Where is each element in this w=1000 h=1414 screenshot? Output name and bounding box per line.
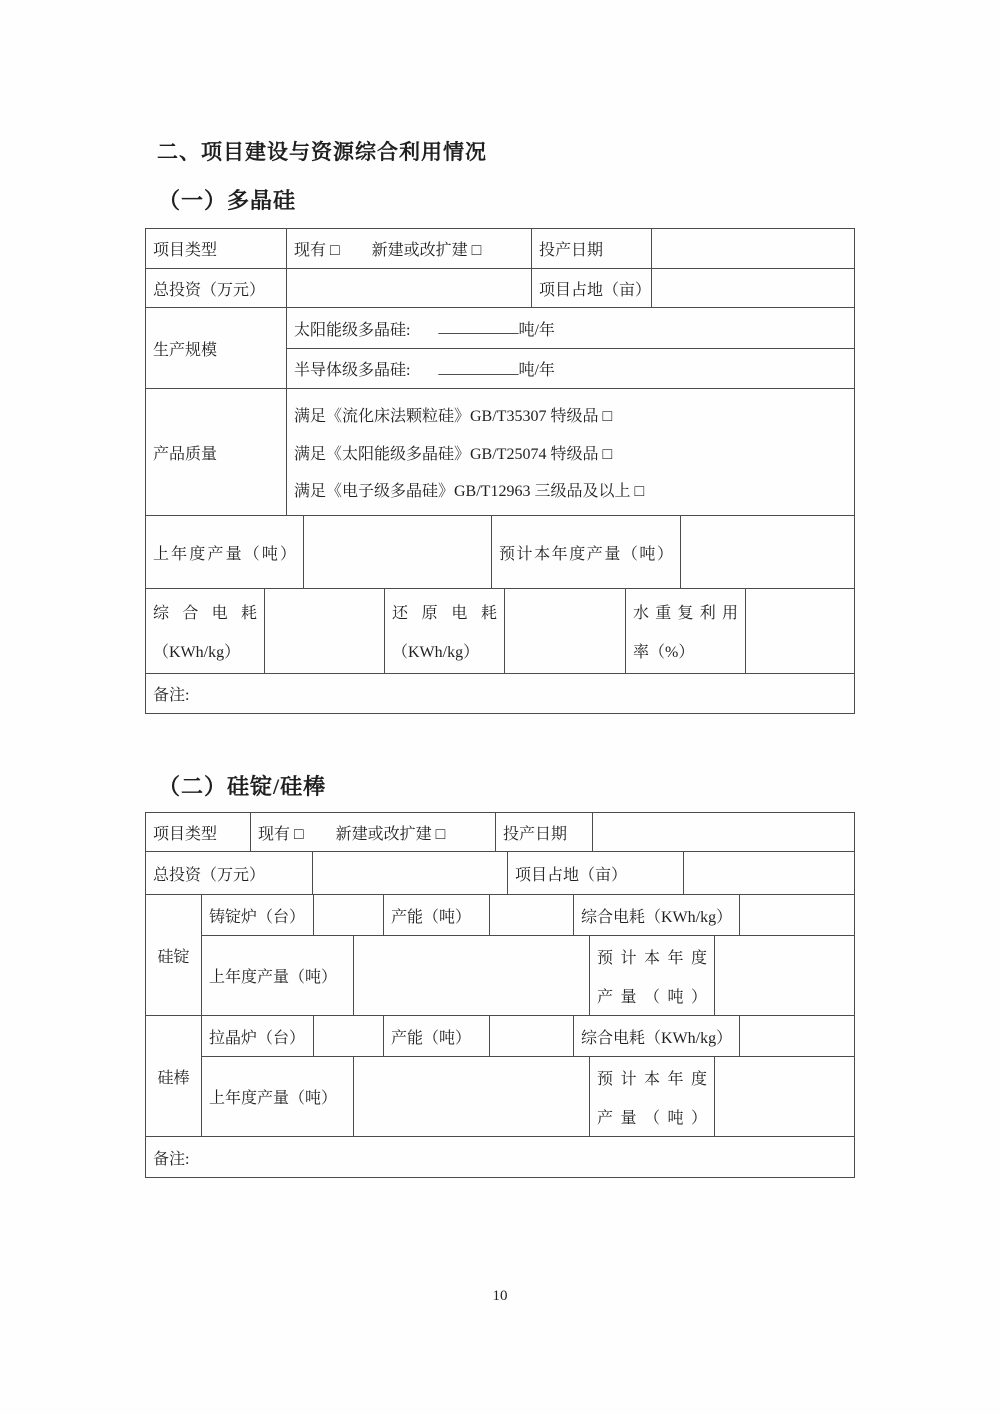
annual-output-row xyxy=(146,515,854,588)
product-quality-row xyxy=(146,388,854,515)
prev-year-output-value-cell[interactable] xyxy=(303,516,491,588)
project-type-options-cell-2[interactable]: 现有 □ 新建或改扩建 □ xyxy=(250,813,495,851)
scale-semiconductor-cell[interactable] xyxy=(287,349,854,388)
rod-estimated-output-value-cell[interactable] xyxy=(714,1057,854,1136)
ingot-rod-table xyxy=(145,812,855,1178)
scale-solar-label: 太阳能级多晶硅: xyxy=(294,321,411,339)
ingot-power-value-cell[interactable] xyxy=(739,895,854,935)
rod-output-row xyxy=(202,1056,854,1136)
rod-furnace-label: 拉晶炉（台） xyxy=(209,1029,306,1047)
remark-label: 备注: xyxy=(153,687,190,704)
remark-label-2: 备注: xyxy=(153,1150,190,1168)
scale-semiconductor-label: 半导体级多晶硅: xyxy=(294,362,411,379)
subsection-heading-polysilicon: （一）多晶硅 xyxy=(158,188,297,213)
ingot-section-row xyxy=(146,894,854,1015)
comprehensive-power-value-cell[interactable] xyxy=(264,589,384,673)
product-quality-label: 产品质量 xyxy=(153,445,218,463)
scale-semiconductor-unit: 吨/年 xyxy=(518,362,555,379)
land-area-label-2: 项目占地（亩） xyxy=(507,852,683,894)
land-area-value-cell[interactable] xyxy=(651,269,854,307)
energy-consumption-row xyxy=(146,588,854,673)
prev-year-output-label: 上年度产量（吨） xyxy=(153,545,296,563)
rod-power-value-cell[interactable] xyxy=(739,1016,854,1056)
rod-equipment-row xyxy=(202,1016,854,1056)
subsection-heading-ingot-rod: （二）硅锭/硅棒 xyxy=(158,774,327,799)
ingot-group-label: 硅锭 xyxy=(157,948,190,966)
ingot-stack xyxy=(201,895,854,1015)
scale-semiconductor-row xyxy=(287,348,854,388)
rod-capacity-value-cell[interactable] xyxy=(489,1016,573,1056)
scale-solar-unit: 吨/年 xyxy=(518,321,555,339)
commission-date-value-cell-2[interactable] xyxy=(592,813,854,851)
rod-section-row xyxy=(146,1015,854,1136)
ingot-capacity-value-cell[interactable] xyxy=(489,895,573,935)
investment-value-cell[interactable] xyxy=(286,269,531,307)
investment-label: 总投资（万元） xyxy=(153,281,266,299)
section-heading: 二、项目建设与资源综合利用情况 xyxy=(157,141,487,164)
rod-capacity-label: 产能（吨） xyxy=(383,1016,489,1056)
project-type-row-2 xyxy=(146,813,854,851)
quality-option-electronic-grade[interactable]: 满足《电子级多晶硅》GB/T12963 三级品及以上 □ xyxy=(294,482,645,500)
investment-label-2: 总投资（万元） xyxy=(153,866,266,884)
commission-date-label: 投产日期 xyxy=(531,229,651,268)
ingot-capacity-label: 产能（吨） xyxy=(383,895,489,935)
rod-power-label: 综合电耗（KWh/kg） xyxy=(573,1016,739,1056)
rod-group-label: 硅棒 xyxy=(157,1069,190,1087)
investment-row-2 xyxy=(146,851,854,894)
land-area-value-cell-2[interactable] xyxy=(683,852,854,894)
production-scale-label: 生产规模 xyxy=(153,341,218,359)
scale-solar-cell[interactable] xyxy=(287,308,854,348)
ingot-equipment-row xyxy=(202,895,854,935)
project-type-options-cell[interactable]: 现有 □ 新建或改扩建 □ xyxy=(286,229,531,268)
reduction-power-value-cell[interactable] xyxy=(504,589,625,673)
remark-cell-2[interactable] xyxy=(146,1137,854,1177)
scale-semiconductor-blank[interactable]: __________ xyxy=(438,359,519,377)
estimated-output-label: 预计本年度产量（吨） xyxy=(491,516,680,588)
ingot-estimated-output-value-cell[interactable] xyxy=(714,936,854,1015)
rod-stack xyxy=(201,1016,854,1136)
polysilicon-table xyxy=(145,228,855,714)
project-type-row xyxy=(146,229,854,268)
ingot-prev-output-label: 上年度产量（吨） xyxy=(209,969,338,986)
ingot-furnace-value-cell[interactable] xyxy=(313,895,383,935)
page-number: 10 xyxy=(492,1288,508,1304)
investment-row xyxy=(146,268,854,307)
remark-row-2 xyxy=(146,1136,854,1177)
project-type-label: 项目类型 xyxy=(153,242,218,259)
rod-prev-output-label: 上年度产量（吨） xyxy=(209,1090,338,1107)
scale-solar-blank[interactable]: __________ xyxy=(438,319,519,336)
ingot-furnace-label: 铸锭炉（台） xyxy=(209,908,306,926)
product-quality-options-cell xyxy=(286,389,854,515)
ingot-estimated-output-label: 预计本年度 产量（吨） xyxy=(589,936,714,1015)
commission-date-label-2: 投产日期 xyxy=(495,813,592,851)
water-reuse-value-cell[interactable] xyxy=(745,589,854,673)
rod-estimated-output-label: 预计本年度 产量（吨） xyxy=(589,1057,714,1136)
commission-date-value-cell[interactable] xyxy=(651,229,854,268)
ingot-output-row xyxy=(202,935,854,1015)
production-scale-row xyxy=(146,307,854,388)
remark-cell[interactable] xyxy=(146,674,854,713)
scale-solar-row xyxy=(287,308,854,348)
rod-furnace-value-cell[interactable] xyxy=(313,1016,383,1056)
quality-option-granular-silicon[interactable]: 满足《流化床法颗粒硅》GB/T35307 特级品 □ xyxy=(294,408,613,426)
project-type-label-2: 项目类型 xyxy=(153,825,218,843)
comprehensive-power-label: 综合电耗 （KWh/kg） xyxy=(153,605,257,661)
production-scale-stack xyxy=(286,308,854,388)
investment-value-cell-2[interactable] xyxy=(312,852,507,894)
ingot-power-label: 综合电耗（KWh/kg） xyxy=(573,895,739,935)
remark-row xyxy=(146,673,854,713)
reduction-power-label: 还原电耗 （KWh/kg） xyxy=(384,589,504,673)
land-area-label: 项目占地（亩） xyxy=(531,269,651,307)
water-reuse-label: 水重复利用 率（%） xyxy=(625,589,745,673)
estimated-output-value-cell[interactable] xyxy=(680,516,854,588)
rod-prev-output-value-cell[interactable] xyxy=(353,1057,589,1136)
ingot-prev-output-value-cell[interactable] xyxy=(353,936,589,1015)
quality-option-solar-grade[interactable]: 满足《太阳能级多晶硅》GB/T25074 特级品 □ xyxy=(294,445,613,463)
